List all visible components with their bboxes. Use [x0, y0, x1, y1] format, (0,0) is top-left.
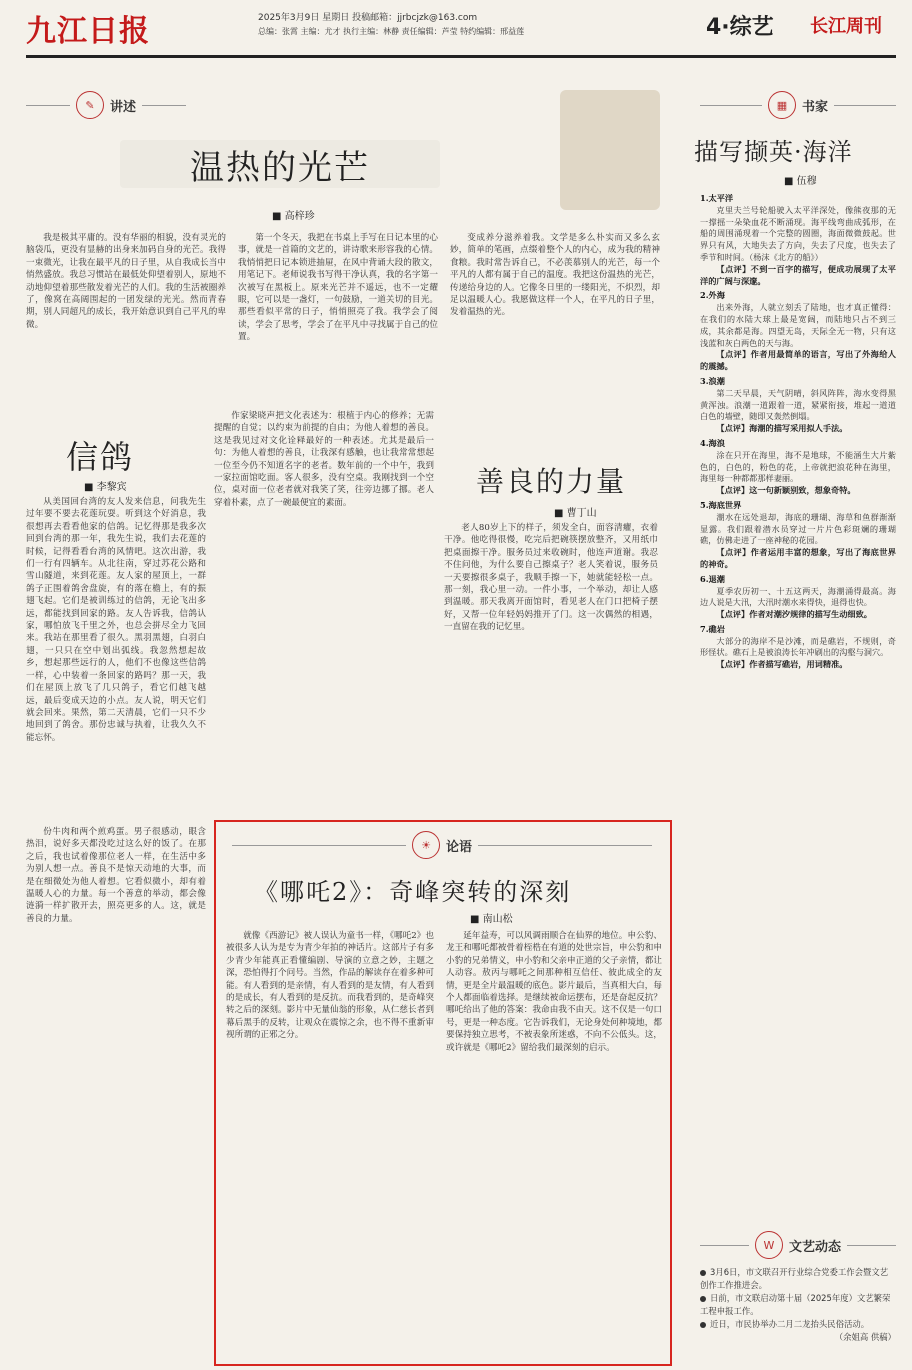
bullet-icon: [700, 1270, 706, 1276]
banner-line: [232, 845, 406, 846]
banner-line: [847, 1245, 896, 1246]
excerpt-title: 3.浪潮: [700, 375, 725, 386]
excerpt-note: 【点评】这一句新颖别致，想象奇特。: [716, 485, 856, 496]
column-banner-book: [700, 90, 896, 120]
excerpt-title: 7.礁岩: [700, 623, 725, 634]
article-body-col2: 老人80岁上下的样子，须发全白，面容清癯，衣着干净。他吃得很慢，吃完后把碗筷摆放整齐，又用纸巾把桌面擦干净。服务员过来收碗时，他连声道谢。我忍不住问他，为什么要自己擦桌子？老人笑着说，服务员一天要擦很多桌子，我顺手擦一下，她就能轻松一点。那一刻，我心里一动。一件小事，一个举动，却让人感到温暖。那天我离开面馆时，看见老人在门口把椅子摆好，又帮一位年轻妈妈推开了门。这一次偶然的相遇，一直留在我的记忆里。: [444, 523, 658, 633]
excerpt-section: [700, 500, 896, 571]
column-tag: 论语: [446, 839, 473, 855]
news-text: 3月6日，市文联召开行业综合党委工作会暨文艺创作工作推进会。: [700, 1267, 889, 1290]
excerpt-text: 出来外海，人就立刻丢了陆地，也才真正懂得：在我们的水陆大球上最是宽阔，而陆地只占不到三成，其余都是海。四望无岛，天际全无一物，只有这浅蓝和灰白两色的天与海。: [700, 302, 896, 348]
article-body-col1: 我是极其平庸的。没有华丽的相貌，没有灵光的脑袋瓜，更没有显赫的出身来加码自身的光芒。我得一束微光，让我在最平凡的日子里，从自我成长当中悄然盛放。我总习惯站在最低处仰望着别人，原地不动地仰望着那些散发着光芒的人们。我的生活被圈养了，像窝在高阔围起的一团发绿的光光。然而青春期，别人同超凡的成长，我开始意识到自己平凡的卑微。: [26, 233, 226, 330]
banner-line: [834, 105, 896, 106]
excerpt-text: 大部分的海岸不是沙滩，而是礁岩，不规则，奇形怪状。礁石上是被浪涛长年冲刷出的沟壑与洞穴。: [700, 635, 896, 658]
masthead: [0, 0, 912, 62]
excerpt-section: [700, 290, 896, 373]
book-headline: 描写撷英·海洋: [694, 138, 853, 166]
article-headline: 《哪吒2》：奇峰突转的深刻: [254, 878, 572, 906]
excerpt-note: 【点评】海潮的描写采用拟人手法。: [716, 423, 848, 434]
lightbulb-icon: ☀: [412, 831, 440, 859]
page-number: 4·综艺: [706, 15, 774, 40]
article-body: 从美国回台湾的友人发来信息，问我先生过年要不要去花莲玩耍。听到这个好消息，我很想再去看看他家的信鸽。记忆得那是我多次回到台湾的那一年，我先生说，我们去花莲的时候，记得看看台湾的风情吧。这次出游，我们一行有四辆车。从北往南，穿过苏花公路和雪山隧道，来到花莲。友人家的屋顶上，一群鸽子正围着鸽舍盘旋，有的落在檐上，有的振翅飞起。它们是被训练过的信鸽，无论飞出多远，都能找到回家的路。友人告诉我，信鸽认家，哪怕放飞千里之外，也总会拼尽全力飞回来。我站在那里看了很久。黑羽黑翅，白羽白翅，一只只在空中划出弧线。我忽然想起故乡，想起那些远行的人，他们不也像这些信鸽一样，心中装着一条回家的路吗？那一天，我们在屋顶上放飞了几只鸽子，看它们越飞越远，最后变成天边的小点。友人说，明天它们就会回来。果然，第二天清晨，它们一只不少地回到了鸽舍。那份忠诚与执着，让我久久不能忘怀。: [26, 497, 206, 743]
news-item: [700, 1266, 896, 1292]
excerpt-title: 1.太平洋: [700, 193, 734, 203]
bullet-icon: [700, 1296, 706, 1302]
newspaper-title: 九江日报: [26, 14, 150, 49]
article-headline: 善良的力量: [476, 465, 627, 498]
book-illustration: [560, 90, 660, 210]
excerpt-text: 涂在只开在海里，海不是地球，不能涵生大片紫色的，白色的，粉色的花，上帝就把浪花种在海里，海里每一种都都那样妻丽。: [700, 449, 896, 484]
column-banner-culture: [700, 1230, 896, 1260]
excerpt-note: 【点评】不到一百字的描写，便成功展现了太平洋的广阔与深邃。: [700, 263, 896, 286]
article-headline: 信鸽: [66, 438, 135, 476]
article-byline: ■ 曹丁山: [554, 508, 597, 519]
bullet-icon: [700, 1322, 706, 1328]
quill-icon: ✎: [76, 91, 104, 119]
excerpt-title: 4.海浪: [700, 437, 725, 448]
banner-line: [142, 105, 186, 106]
column-banner-talk: [26, 90, 186, 120]
article-body-col3: 变成养分滋养着我。文学是多么朴实而又多么玄妙，简单的笔画，点缀着整个人的内心，成为我的精神食粮。我时常告诉自己，不必羡慕别人的光芒，每一个平凡的人都有属于自己的温度。我把这份温热的光芒，传递给身边的人。它像冬日里的一缕阳光，不炽烈，却足以温暖人心。我愿做这样一个人，在平凡的日子里，发着温热的光。: [450, 233, 660, 318]
culture-news-panel: [700, 1230, 896, 1364]
news-editor: （余姐高 供稿）: [834, 1332, 896, 1342]
article-byline: ■ 李黎宾: [84, 482, 127, 493]
excerpt-title: 6.退潮: [700, 573, 725, 584]
column-tag: 书家: [802, 99, 829, 115]
news-text: 日前，市文联启动第十届（2025年度）文艺繁荣工程申报工作。: [700, 1293, 891, 1316]
column-banner-opinion: [232, 830, 652, 860]
excerpt-note: 【点评】作者运用丰富的想象，写出了海底世界的神奇。: [700, 547, 896, 569]
excerpt-text: 第二天早晨，天气阴晴，斜风阵阵，海水变得黑黄浑浊。浪潮一道跟着一道，紧紧衔接，堆起一道道白色的墙壁，随即又轰然倒塌。: [700, 387, 896, 422]
palette-icon: W: [755, 1231, 783, 1259]
excerpt-note: 【点评】作者描写礁岩，用词精准。: [716, 659, 848, 670]
banner-line: [478, 845, 652, 846]
excerpt-title: 2.外海: [700, 290, 725, 301]
excerpt-section: [700, 376, 896, 435]
news-text: 近日，市民协举办二月二龙抬头民俗活动。: [710, 1319, 870, 1329]
article-body-col1: 作家梁晓声把文化表述为：根植于内心的修养；无需提醒的自觉；以约束为前提的自由；为他人着想的善良。这是我见过对文化诠释最好的一种表述。尤其是最后一句：为他人着想的善良，让我深有感触，也让我常常想起一位至今仍不知道名字的老者。数年前的一个中午，我到一家拉面馆吃面。客人很多，没有空桌。我刚找到一个空位，桌对面一位老者就对我笑了笑，往旁边挪了挪。老人穿着朴素，点了一碗最便宜的素面。: [214, 411, 434, 508]
column-tag: 讲述: [110, 99, 137, 115]
excerpt-text: 潮水在远处退却，海底的珊瑚、海草和鱼群渐渐显露。我们跟着潜水员穿过一片片色彩斑斓的珊瑚礁，仿佛走进了一座神秘的花园。: [700, 511, 896, 546]
date-line: 2025年3月9日 星期日 投稿邮箱：jjrbcjzk@163.com: [258, 13, 478, 23]
excerpt-text: 克里夫兰号轮船驶入太平洋深处，像熊夜那的无一撑摇一朵染血花不断涌现。海平线弯曲成弧形，在船的周围涌现着一个完整的圆圈，海面微微鼓起。世界只有风，大地失去了方向，失去了尺度，也失去了季节和时间。（杨沫《北方的船》）: [700, 204, 896, 262]
article-body-col1: 就像《西游记》被人误认为童书一样，《哪吒2》也被很多人认为是专为青少年拍的神话片。这部片子有多少青少年能真正看懂编剧、导演的立意之妙，主题之深，恐怕得打个问号。当然，作品的解读存在着多种可能。有人看到的是亲情，有人看到的是友情，有人看到的是成长，有人看到的是反抗。而我看到的，是奇峰突转之后的深刻。影片中无量仙翁的形象，从仁慈长者到幕后黑手的反转，让观众在震惊之余，也不得不重新审视所谓的正邪之分。: [226, 931, 434, 1041]
book-excerpts: [700, 190, 896, 1360]
banner-line: [700, 1245, 749, 1246]
article-body-col3: 份牛肉和两个煎鸡蛋。男子很感动，眼含热泪，说好多天都没吃过这么好的饭了。在那之后，我也试着像那位老人一样，在生活中多为别人想一点。善良不是惊天动地的大事，而是在细微处为他人着想。它看似微小，却有着温暖人心的力量。每一个善意的举动，都会像涟漪一样扩散开去，照亮更多的人。这，就是善良的力量。: [26, 827, 206, 924]
masthead-rule: [26, 55, 896, 58]
news-item: [700, 1292, 896, 1318]
book-byline: ■ 伍穆: [784, 176, 817, 187]
staff-line: 总编：张霄 主编：尤才 执行主编：林静 责任编辑：芦莹 特约编辑：邢益莲: [258, 27, 525, 36]
article-byline: ■ 高梓珍: [272, 211, 315, 222]
article-body-col2: 第一个冬天，我把在书桌上手写在日记本里的心事，就是一首篇的文艺的，讲诗歌来形容我的心情。我悄悄把日记本锁进抽屉，在风中背诵大段的散文，用笔记下。老师说我书写得干净认真，我的名字第一次被写在黑板上。原来光芒并不遥远，也不一定耀眼，它可以是一盏灯，一句鼓励，一道关切的目光。那些看似平常的日子，悄悄照亮了我。我学会了阅读，学会了思考，学会了在平凡中寻找属于自己的位置。: [238, 233, 438, 343]
book-icon: ▦: [768, 91, 796, 119]
banner-line: [700, 105, 762, 106]
article-byline: ■ 南山松: [470, 914, 513, 925]
excerpt-section: [700, 438, 896, 497]
excerpt-section: [700, 574, 896, 621]
excerpt-note: 【点评】作者用最简单的语言，写出了外海给人的震撼。: [700, 349, 896, 372]
section-brand: 长江周刊: [810, 16, 882, 37]
news-item: [700, 1318, 896, 1331]
excerpt-note: 【点评】作者对潮汐规律的描写生动细致。: [716, 609, 872, 620]
article-headline: 温热的光芒: [190, 148, 370, 188]
banner-line: [26, 105, 70, 106]
article-body-col2: 延年益寿，可以风调雨顺合在仙界的地位。申公豹、龙王和哪吒都被骨着桎梏在有道的处世宗旨，申公豹和申小豹的兄弟情义，申小豹和父亲申正道的父子亲情，都让人动容。敖丙与哪吒之间那种相互信任、彼此成全的友情，更是全片最温暖的底色。影片最后，当真相大白，每个人都面临着选择。是继续被命运摆布，还是奋起反抗？哪吒给出了他的答案：我命由我不由天。这不仅是一句口号，更是一种态度。它告诉我们，无论身处何种境地，都要保持独立思考，不被表象所迷惑，不向不公低头。这，或许就是《哪吒2》留给我们最深刻的启示。: [446, 931, 662, 1053]
excerpt-text: 夏季农历初一、十五这两天，海潮涌得最高。海边人说是大汛，大汛时潮水来得快，退得也快。: [700, 585, 896, 608]
column-tag: 文艺动态: [789, 1239, 842, 1255]
excerpt-title: 5.海底世界: [700, 499, 742, 510]
excerpt-section: [700, 193, 896, 287]
excerpt-section: [700, 624, 896, 671]
